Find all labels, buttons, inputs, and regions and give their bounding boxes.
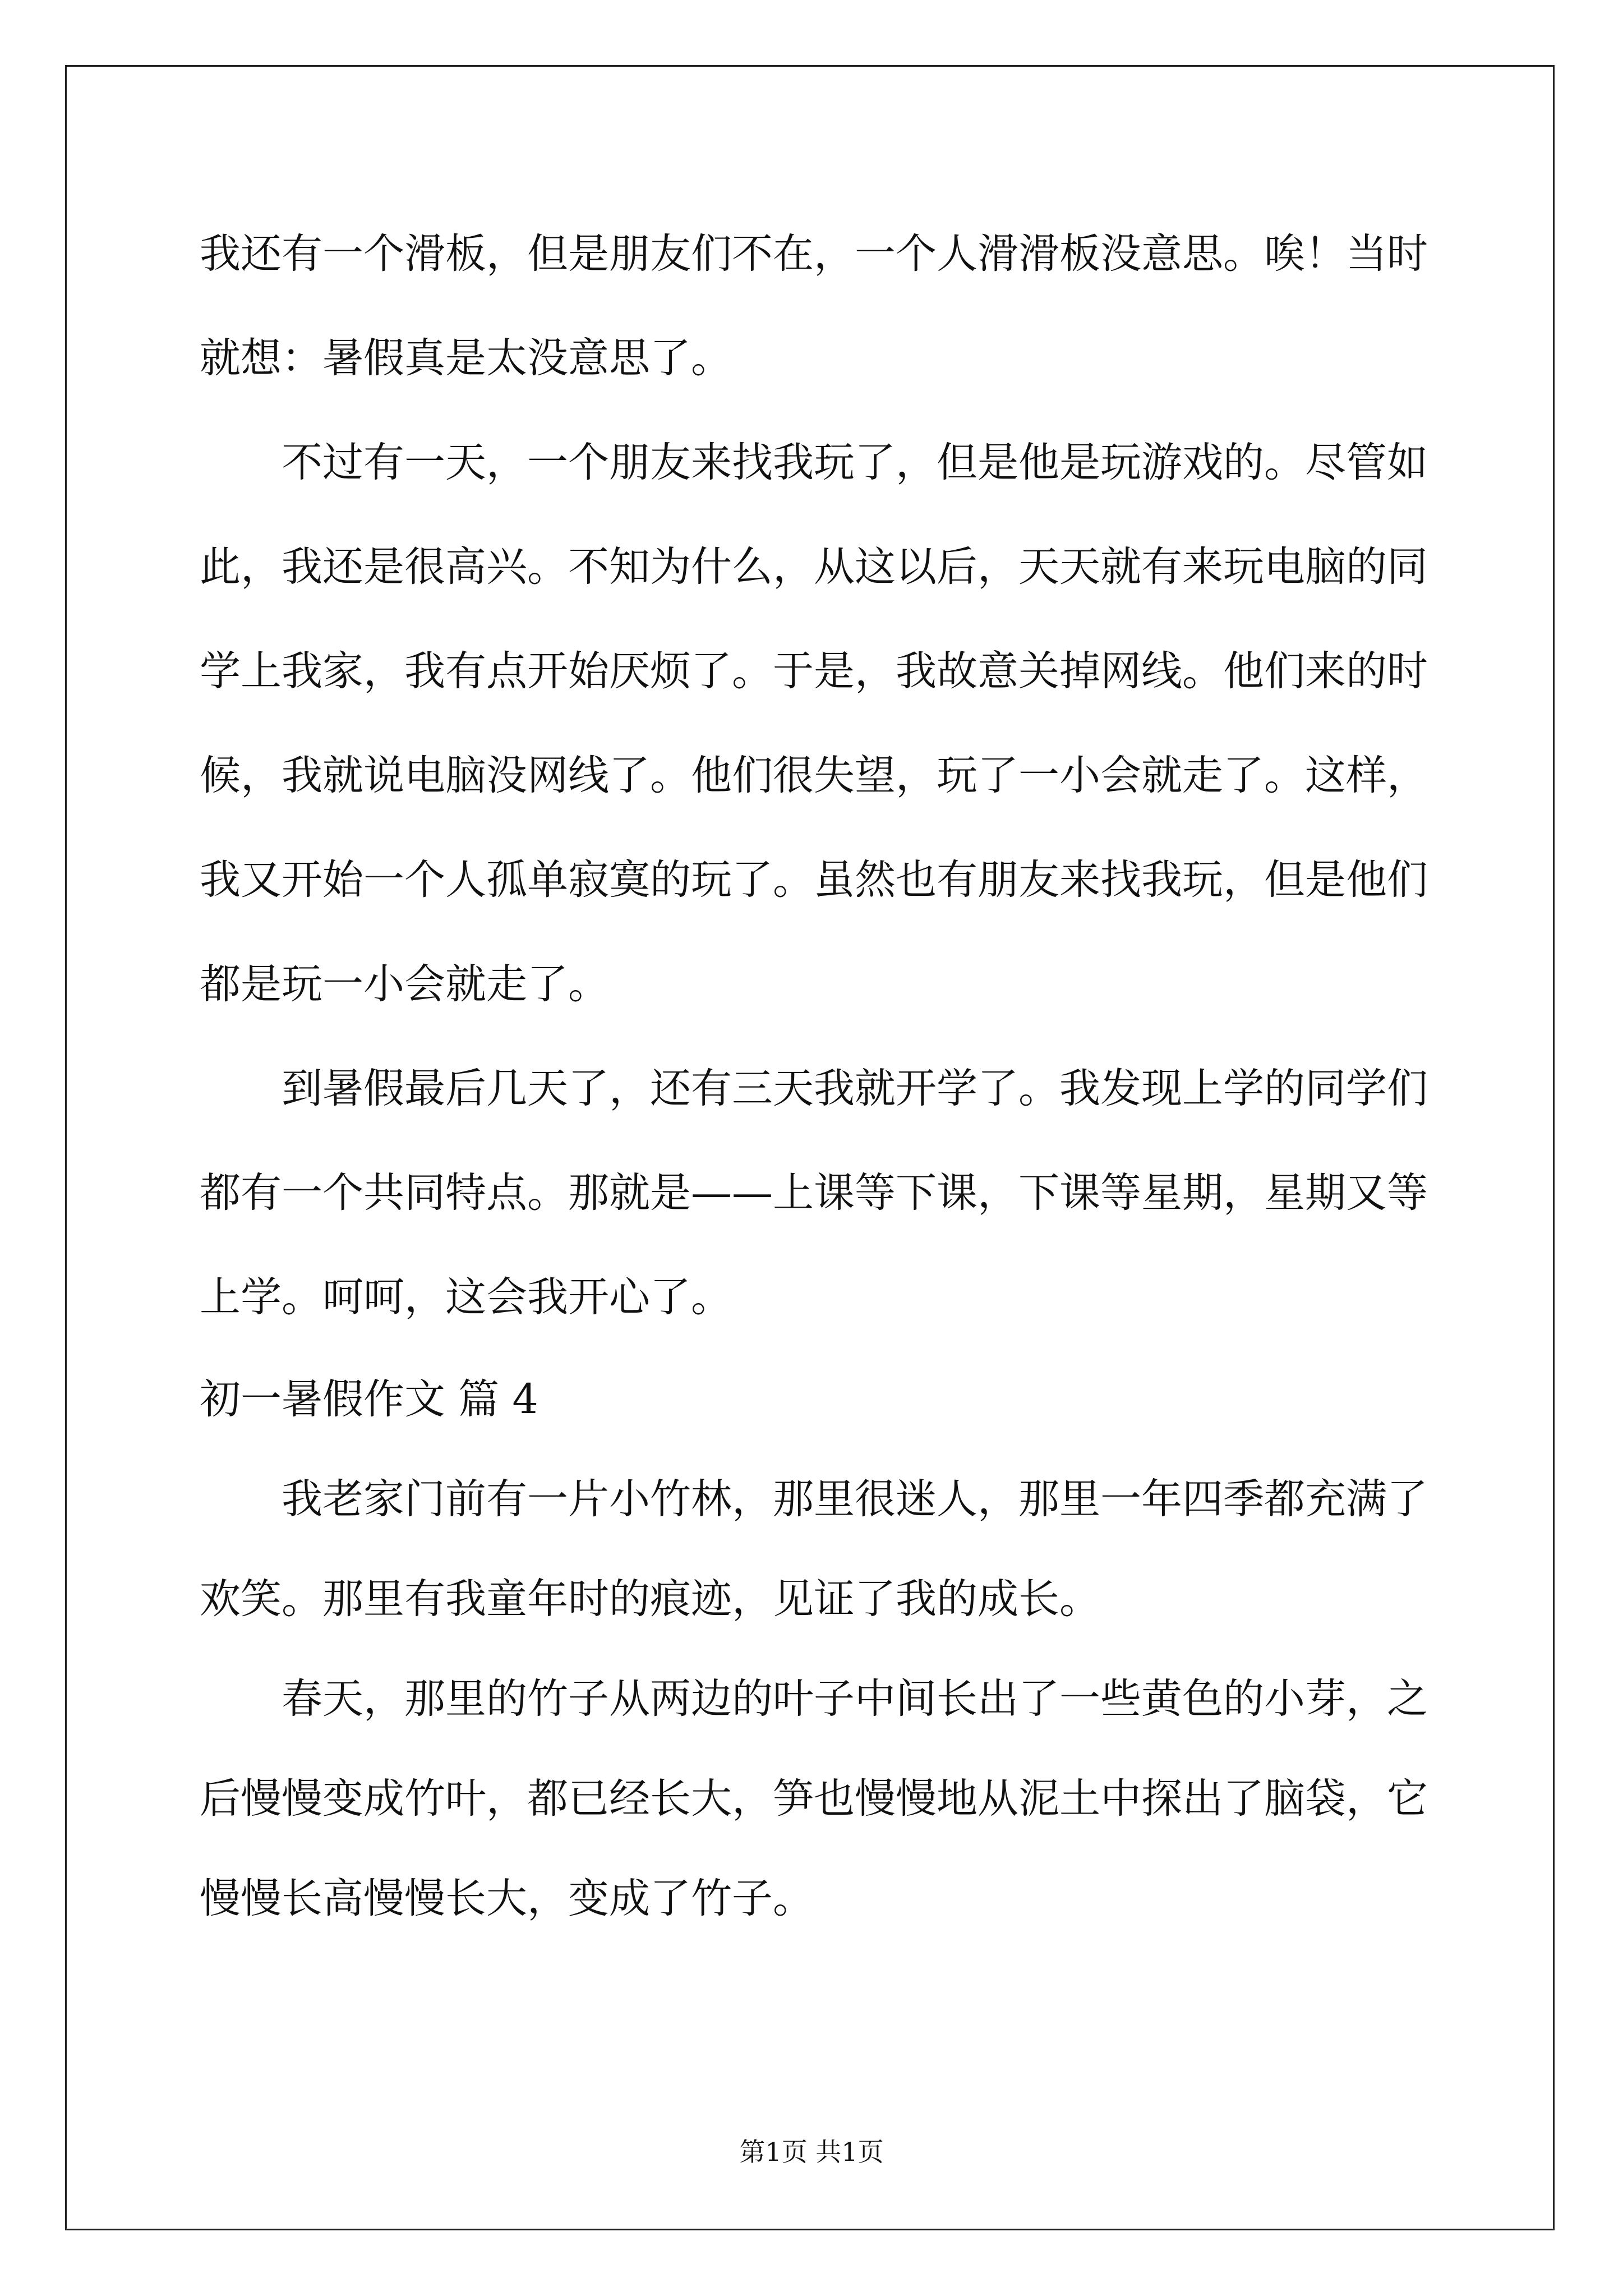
paragraph: 到暑假最后几天了，还有三天我就开学了。我发现上学的同学们都有一个共同特点。那就是——上课等下课，下课等星期，星期又等上学。呵呵，这会我开心了。 — [200, 1065, 1428, 1321]
section-heading: 初一暑假作文 篇 4 — [200, 1375, 538, 1423]
paragraph: 我老家门前有一片小竹林，那里很迷人，那里一年四季都充满了欢笑。那里有我童年时的痕迹，见证了我的成长。 — [200, 1475, 1428, 1623]
paragraph: 春天，那里的竹子从两边的叶子中间长出了一些黄色的小芽，之后慢慢变成竹叶，都已经长大，笋也慢慢地从泥土中探出了脑袋，它慢慢长高慢慢长大，变成了竹子。 — [200, 1675, 1428, 1922]
document-body — [200, 202, 1428, 1949]
paragraph: 不过有一天，一个朋友来找我玩了，但是他是玩游戏的。尽管如此，我还是很高兴。不知为什么，从这以后，天天就有来玩电脑的同学上我家，我有点开始厌烦了。于是，我故意关掉网线。他们来的时候，我就说电脑没网线了。他们很失望，玩了一小会就走了。这样，我又开始一个人孤单寂寞的玩了。虽然也有朋友来找我玩，但是他们都是玩一小会就走了。 — [200, 439, 1428, 1008]
page-footer: 第1页 共1页 — [739, 2137, 884, 2167]
paragraph-continuation: 我还有一个滑板，但是朋友们不在，一个人滑滑板没意思。唉！当时就想：暑假真是太没意思了。 — [200, 230, 1428, 382]
